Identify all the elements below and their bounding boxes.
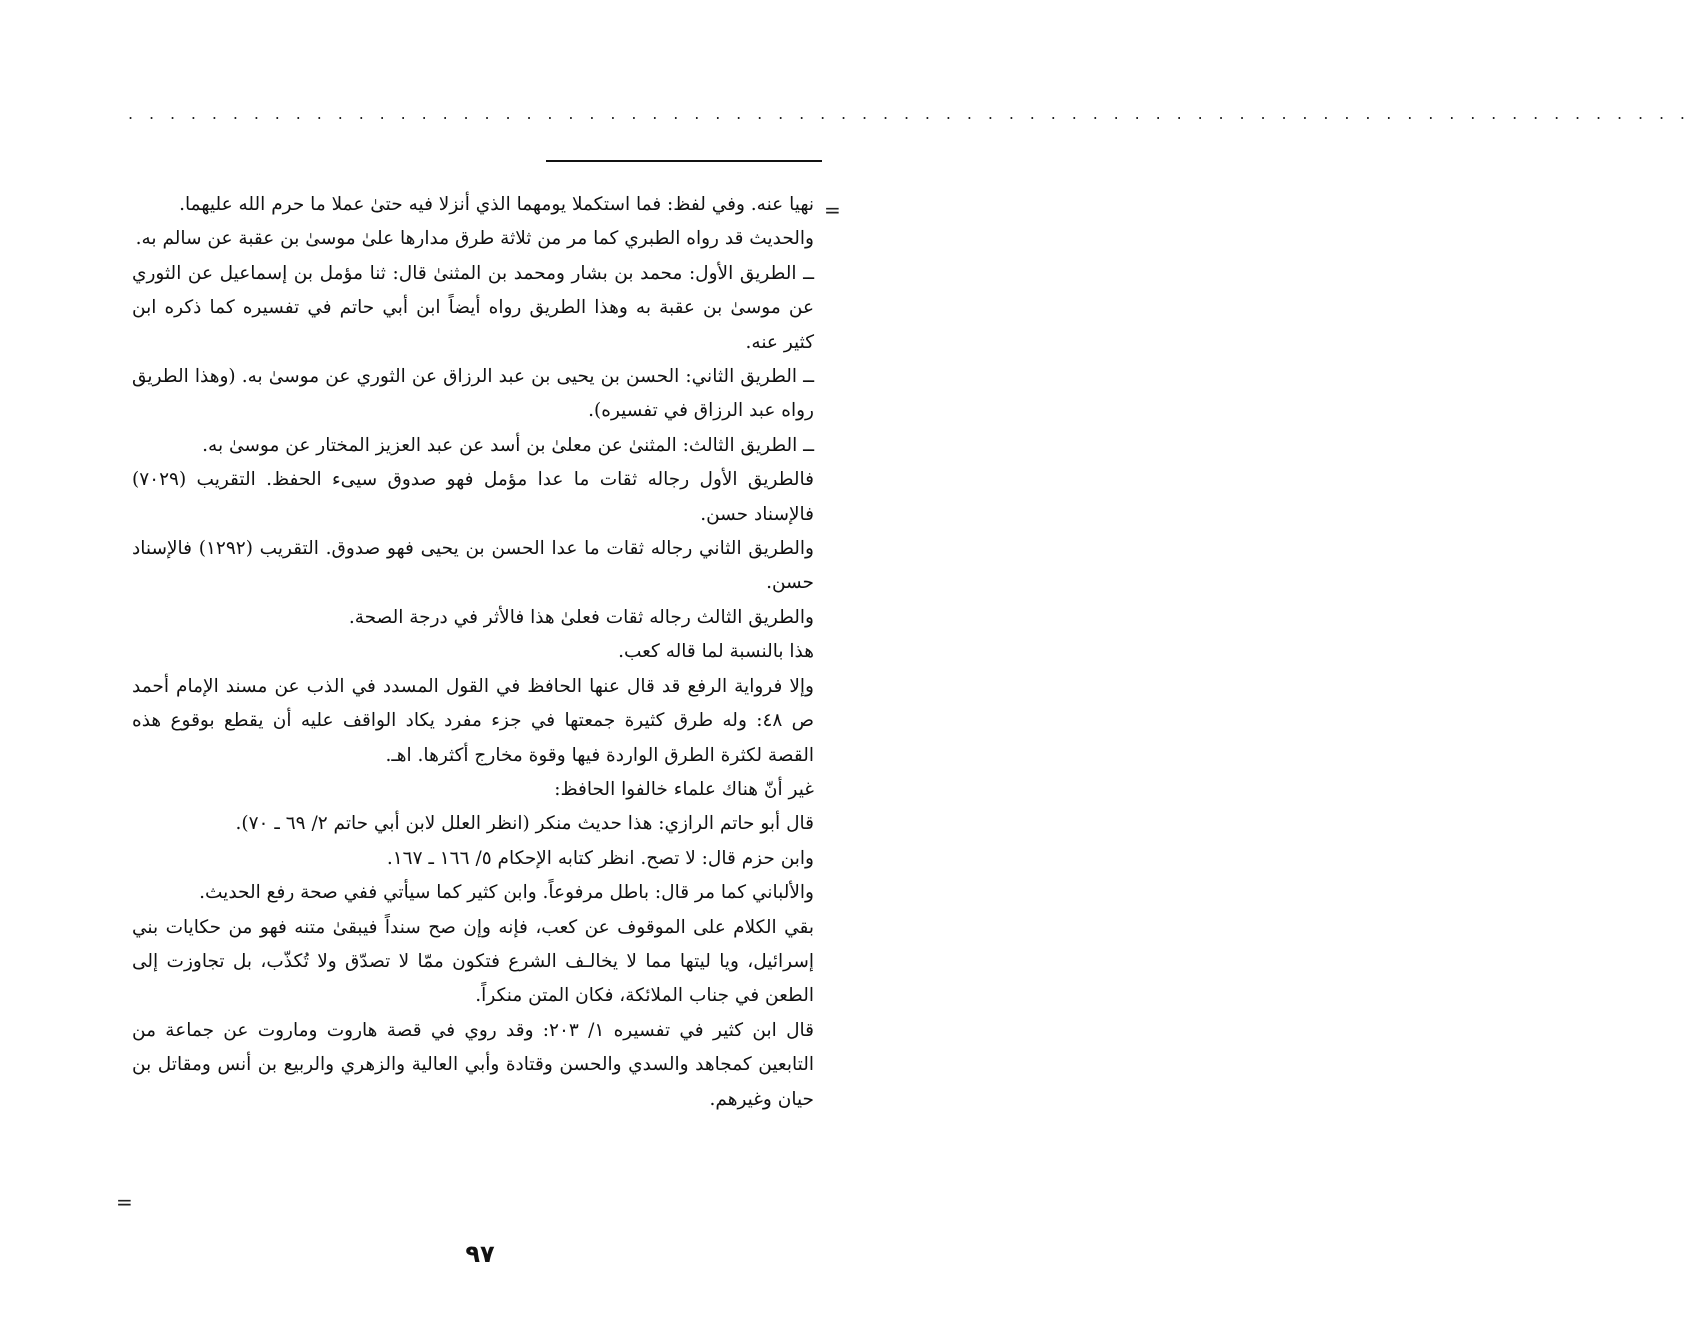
paragraph-2: والحديث قد رواه الطبري كما مر من ثلاثة طرق مدارها علىٰ موسىٰ بن عقبة عن سالم به. xyxy=(135,228,814,250)
paragraph-11: غير أنّ هناك علماء خالفوا الحافظ: xyxy=(554,778,814,800)
paragraph-3: ــ الطريق الأول: محمد بن بشار ومحمد بن المثنىٰ قال: ثنا مؤمل بن إسماعيل عن الثوري عن موسىٰ بن عقبة به وهذا الطريق رواه أيضاً ابن أبي حاتم في تفسيره كما ذكره ابن كثير عنه. xyxy=(132,262,814,353)
paragraph-16: قال ابن كثير في تفسيره ١/ ٢٠٣: وقد روي في قصة هاروت وماروت عن جماعة من التابعين كمجاهد والسدي والحسن وقتادة وأبي العالية والزهري والربيع بن أنس ومقاتل بن حيان وغيرهم. xyxy=(132,1019,814,1110)
paragraph-12: قال أبو حاتم الرازي: هذا حديث منكر (انظر العلل لابن أبي حاتم ٢/ ٦٩ ـ ٧٠). xyxy=(235,813,814,835)
paragraph-9: هذا بالنسبة لما قاله كعب. xyxy=(618,641,814,663)
paragraph-15: بقي الكلام على الموقوف عن كعب، فإنه وإن صح سنداً فيبقىٰ متنه فهو من حكايات بني إسرائيل، ويا ليتها مما لا يخالـف الشرع فتكون ممّا لا تصدّق ولا تُكذّب، بل تجاوزت إلى الطعن في جناب الملائكة، فكان المتن منكراً. xyxy=(132,916,814,1007)
paragraph-1: نهيا عنه. وفي لفظ: فما استكملا يومهما الذي أنزلا فيه حتىٰ عملا ما حرم الله عليهما. xyxy=(179,194,814,215)
footnote-rule xyxy=(546,160,822,162)
paragraph-13: وابن حزم قال: لا تصح. انظر كتابه الإحكام ٥/ ١٦٦ ـ ١٦٧. xyxy=(386,847,814,869)
footnote-text xyxy=(132,188,814,1117)
paragraph-6: فالطريق الأول رجاله ثقات ما عدا مؤمل فهو صدوق سيىء الحفظ. التقريب (٧٠٢٩) فالإسناد حسن. xyxy=(132,469,814,525)
dotted-separator: . . . . . . . . . . . . . . . . . . . . . . . . . . . . . . . . . . . . . . . . . . . . . . . . . . . . . . . . . . . . . . . . . . . . . . . . . . . xyxy=(128,104,1690,123)
paragraph-4: ــ الطريق الثاني: الحسن بن يحيى بن عبد الرزاق عن الثوري عن موسىٰ به. (وهذا الطريق رواه عبد الرزاق في تفسيره). xyxy=(132,366,814,422)
paragraph-14: والألباني كما مر قال: باطل مرفوعاً. وابن كثير كما سيأتي ففي صحة رفع الحديث. xyxy=(199,882,814,904)
page-number: ٩٧ xyxy=(465,1240,495,1268)
paragraph-8: والطريق الثالث رجاله ثقات فعلىٰ هذا فالأثر في درجة الصحة. xyxy=(348,606,814,628)
paragraph-7: والطريق الثاني رجاله ثقات ما عدا الحسن بن يحيى فهو صدوق. التقريب (١٢٩٢) فالإسناد حسن. xyxy=(132,538,814,594)
continuation-mark-bottom: = xyxy=(116,1190,133,1214)
paragraph-5: ــ الطريق الثالث: المثنىٰ عن معلىٰ بن أسد عن عبد العزيز المختار عن موسىٰ به. xyxy=(202,434,814,456)
continuation-mark-top: = xyxy=(824,198,841,222)
paragraph-10: وإلا فرواية الرفع قد قال عنها الحافظ في القول المسدد في الذب عن مسند الإمام أحمد ص ٤٨: وله طرق كثيرة جمعتها في جزء مفرد يكاد الواقف عليه أن يقطع بوقوع هذه القصة لكثرة الطرق الواردة فيها وقوة مخارج أكثرها. اهـ. xyxy=(132,675,814,766)
